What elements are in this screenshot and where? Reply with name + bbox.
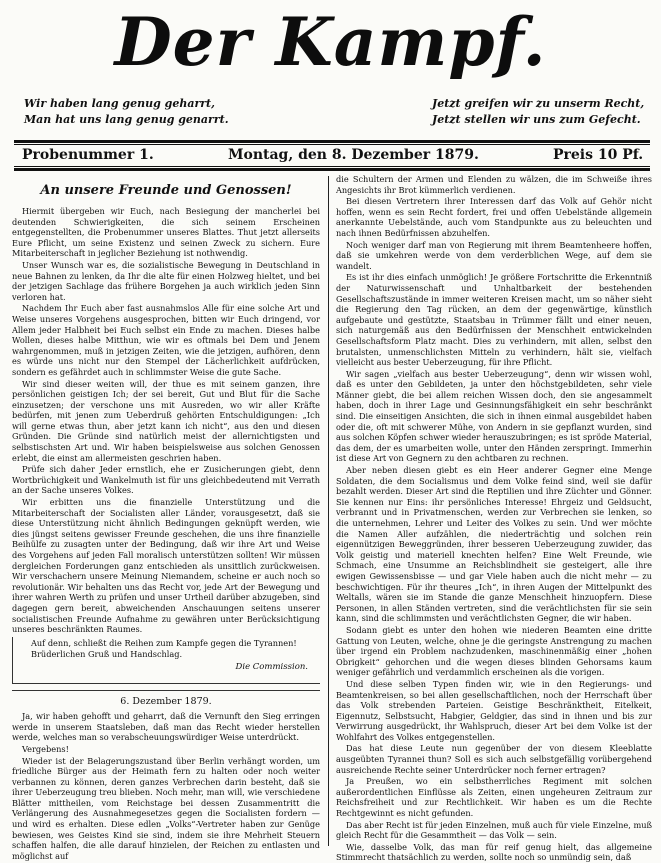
article-paragraph: Vergebens! xyxy=(22,743,69,754)
article-paragraph: Wie, dasselbe Volk, das man für reif genug hielt, das allgemeine Stimmrecht thatsächlich zu werden, sollte noch so unmündig sein, daß xyxy=(336,841,652,863)
motto-right xyxy=(432,96,644,128)
issue-price: Preis 10 Pf. xyxy=(553,147,644,163)
closing-call: Auf denn, schließt die Reihen zum Kampfe gegen die Tyrannen! xyxy=(31,637,297,648)
column-divider xyxy=(328,176,329,846)
article-paragraph: Wir erbitten uns die finanzielle Unterstützung und die Mitarbeiterschaft der Socialisten aller Länder, vorausgesetzt, daß sie diese Unterstützung nicht ähnlich Bedingungen geknüpft werden, wie dies jüngst seitens gewisser Freunde geschehen, die uns ihre finanzielle Beihülfe zu zusagten unter der Bedingung, daß wir ihre Art und Weise des Vorgehens auf jeden Fall moralisch unterstützen sollten! Wir müssen dergleichen Forderungen ganz entschieden als unsittlich zurückweisen. Wir verschachern unsere Meinung Niemandem, scheine er auch noch so revolutionär. Wir behalten uns das Recht vor, jede Art der Bewegung und ihrer wahren Werth zu prüfen und unser Urtheil darüber abzugeben, sind dagegen gern bereit, abweichenden Anschauungen seitens unserer socialistischen Freunde Aufnahme zu gewähren unter Berücksichtigung unseres beschränkten Raumes. xyxy=(12,497,320,635)
rule-bottom-thin xyxy=(14,166,650,167)
newspaper-title: Der Kampf. xyxy=(114,3,547,81)
article-paragraph: die Schultern der Armen und Elenden zu wälzen, die im Schweiße ihres Angesichts ihr Brot kümmerlich verdienen. xyxy=(336,174,652,195)
article-paragraph: Wir sagen „vielfach aus bester Ueberzeugung“, denn wir wissen wohl, daß es unter den Gebildeten, ja unter den höchstgebildeten, sehr viele Männer giebt, die bei allem reichen Wissen doch, den sie angesammelt haben, doch in ihrer Lage und Gesinnungsfähigkeit ein sehr beschränkt sind. Die einseitigen Ansichten, die sich in ihnen einmal ausgebildet haben oder die, oft mit schwerer Mühe, von Andern in sie gepflanzt wurden, sind aus solchen Köpfen schwer wieder herauszubringen; es ist spröde Material, das dem, der es umarbeiten wolle, unter den Händen zerspringt. Immerhin ist diese Art von Gegnern zu den achtbaren zu rechnen. xyxy=(336,368,652,464)
article-paragraph: Nachdem Ihr Euch aber fast ausnahmslos Alle für eine solche Art und Weise unseres Vorgehens ausgesprochen, bitten wir Euch dringend, vor Allem jeder Halbheit bei Euch selbst ein Ende zu machen. Dieses halbe Wollen, dieses halbe Mitthun, wie wir es oftmals bei Dem und Jenem wahrgenommen, muß in jetzigen Zeiten, wie die jetzigen, aufhören, denn es würde uns nicht nur den Stempel der Lächerlichkeit aufdrücken, sondern es gefährdet auch in schlimmster Weise die gute Sache. xyxy=(12,303,320,377)
dateline: 6. Dezember 1879. xyxy=(12,690,320,708)
issue-date: Montag, den 8. Dezember 1879. xyxy=(228,147,479,163)
motto-left-line-1: Wir haben lang genug geharrt, xyxy=(24,97,215,110)
article-paragraph: Unser Wunsch war es, die sozialistische Bewegung in Deutschland in neue Bahnen zu lenken, da Ihr die alte für einen Holzweg hieltet, und bei der jetzigen Sachlage das frühere Borgehen ja auch wirklich jeden Sinn verloren hat. xyxy=(12,259,320,302)
article-paragraph: Ja Preußen, wo ein selbstherrliches Regiment mit solchen außerordentlichen Einflüsse als Zeiten, einen ungeheuren Zeitraum zur Reichsfreiheit und zur Rechtlichkeit. Wir haben es um die Rechte Rechtgewinnt es nicht gefunden. xyxy=(336,776,652,819)
article-paragraph: Wir sind dieser weiten will, der thue es mit seinem ganzen, ihre persönlichen geistigen Ich; der sei bereit, Gut und Blut für die Sache einzusetzen; der verschone uns mit Ausreden, wo wir aller Kräfte bedürfen, mit jenen zum Ueberdruß gehörten Entschuldigungen: „Ich will gerne etwas thun, aber jetzt kann ich nicht“, aus den und diesen Gründen. Die Gründe sind natürlich meist der allernichtigsten und selbstischsten Art und. Wir haben beispielsweise aus solchen Genossen erlebt, die einst am allermeisten geschrien haben. xyxy=(12,378,320,463)
article-paragraph: Sodann giebt es unter den hohen wie niederen Beamten eine dritte Gattung von Leuten, welche, ohne je die geringste Anstrengung zu machen über irgend ein Problem nachzudenken, maschinenmäßig einer „hohen Obrigkeit“ gehorchen und die wegen dieses blinden Gehorsams kaum weniger gefährlich und verdammlich erscheinen als die vorigen. xyxy=(336,624,652,678)
article-paragraph: Prüfe sich daher Jeder ernstlich, ehe er Zusicherungen giebt, denn Wortbrüchigkeit und Wankelmuth ist für uns gleichbedeutend mit Verrath an der Sache unseres Volkes. xyxy=(12,464,320,496)
article-paragraph: Das hat diese Leute nun gegenüber der von diesem Kleeblatte ausgeübten Tyrannei thun? Soll es sich auch selbstgefällig vorübergehend ausreichende Rechte seiner Unterdrücker noch ferner ertragen? xyxy=(336,743,652,775)
signature: Die Commission. xyxy=(235,661,308,672)
rule-bottom-thick xyxy=(14,168,650,171)
article-paragraph: Ja, wir haben gehofft und geharrt, daß die Vernunft den Sieg erringen werde in unserem Staatsleben, daß man das Recht wieder herstellen werde, welches man so verabscheuungswürdiger Weise unterdrückt. xyxy=(12,711,320,743)
issue-number: Probenummer 1. xyxy=(22,147,154,163)
article-paragraph: Und diese selben Typen finden wir, wie in den Regierungs- und Beamtenkreisen, so bei allen gesellschaftlichen, noch der Herrschaft über das Volk strebenden Parteien. Geistige Beschränktheit, Eitelkeit, Eigennutz, Selbstsucht, Habgier, Geldgier, das sind in ihnen und bis zur Verwirrung ausgedrückt, ihr Wahlspruch, dieser Art bei dem Volke ist der Wohlfahrt des Volkes entgegenstellen. xyxy=(336,678,652,742)
rule-top-thick xyxy=(14,140,650,143)
article-paragraph: Hiermit übergeben wir Euch, nach Besiegung der mancherlei bei deutenden Schwierigkeiten, die sich seinem Erscheinen entgegenstellten, die Probenummer unseres Blattes. Thut jetzt allerseits Eure Pflicht, um seine Existenz und seinen Zweck zu sichern. Eure Mitarbeiterschaft in jeglicher Beziehung ist nothwendig. xyxy=(12,206,320,259)
closing-greeting: Brüderlichen Gruß und Handschlag. xyxy=(31,649,183,660)
article-paragraph: Aber neben diesen giebt es ein Heer anderer Gegner eine Menge Soldaten, die dem Socialismus und dem Volke feind sind, weil sie dafür bezahlt werden. Dieser Art sind die Reptilien und ihre Züchter und Gönner. Sie kennen nur Eins: ihr persönliches Interesse! Ehrgeiz und Geldsucht, verbrannt und in Privatmenschen, werden zur Verbrechen sie lenken, so die unternehmen, Lehrer und Leiter des Volkes zu sein. Und wer möchte die Namen Aller aufzählen, die niederträchtig und solchen rein eigennützigen Beweggründen, ihrer besseren Ueberzeugung zuwider, das Volk geistig und materiell knechten helfen? Eine Welt Freunde, wie Schmach, eine Unsumme an Reichsblindheit sie gesteigert, alle ihre ewigen Gewissensbisse — und gar Viele haben auch die nicht mehr — zu beschwichtigen. Für ihr theures „Ich“, in ihren Augen der Mittelpunkt des Weltalls, wären sie im Stande die ganze Menschheit hinzuopfern. Diese Personen, in allen Ständen vertreten, sind die verächtlichsten für sie sein kann, sind die schlimmsten und verächtlichsten Gegner, die wir haben. xyxy=(336,465,652,624)
motto-right-line-1: Jetzt greifen wir zu unserm Recht, xyxy=(432,97,645,110)
article-paragraph: Noch weniger darf man von Regierung mit ihrem Beamtenheere hoffen, daß sie umkehren werde von dem verderblichen Wege, auf dem sie wandelt. xyxy=(336,239,652,271)
article-paragraph: Bei diesen Vertretern ihrer Interessen darf das Volk auf Gehör nicht hoffen, wenn es sein Recht fordert, frei und offen Uebelstände allgemein anerkannte Uebelstände, auch vom Standpunkte aus zu beleuchten und nach ihnen Bedürfnissen abzuhelfen. xyxy=(336,196,652,238)
article-paragraph: Wieder ist der Belagerungszustand über Berlin verhängt worden, um friedliche Bürger aus der Heimath fern zu halten oder noch weiter verbannen zu können, deren ganzes Verbrechen darin besteht, daß sie ihrer Ueberzeugung treu blieben. Noch mehr, man will, wie verschiedene Blätter mittheilen, vom Reichstage bei dessen Zusammentritt die Verlängerung des Ausnahmegesetzes gegen die Socialisten fordern — und wird es erhalten. Diese edlen „Volks“-Vertreter haben zur Genüge bewiesen, wes Geistes Kind sie sind, indem sie ihre Mehrheit Steuern schaffen halfen, die alle darauf hinzielen, der Reichen zu entlasten und möglichst auf xyxy=(12,755,320,861)
article-paragraph: Es ist ihr dies einfach unmöglich! Je größere Fortschritte die Erkenntniß der Naturwissenschaft und Unhaltbarkeit der bestehenden Gesellschaftszustände in immer weiteren Kreisen macht, um so näher sieht die Regierung den Tag rücken, an dem der gegenwärtige, künstlich aufgebaute und gestützte, Staatsbau in Trümmer fällt und einer neuen, sich naturgemäß aus den Bedürfnissen der Menschheit entwickelnden Gesellschaftsform Platz macht. Dies zu verhindern, mit allen, selbst den brutalsten, unmenschlichsten Mitteln zu verhindern, hält sie, vielfach vielleicht aus bester Ueberzeugung, für ihre Pflicht. xyxy=(336,272,652,368)
closing-call-box xyxy=(12,637,320,684)
motto-left xyxy=(24,96,229,128)
article-headline: An unsere Freunde und Genossen! xyxy=(40,183,292,198)
motto-right-line-2: Jetzt stellen wir uns zum Gefecht. xyxy=(432,113,641,126)
article-paragraph: Das aber Recht ist für jeden Einzelnen, muß auch für viele Einzelne, muß gleich Recht für die Gesammtheit — das Volk — sein. xyxy=(336,819,652,841)
right-column xyxy=(336,174,652,863)
motto-left-line-2: Man hat uns lang genug genarrt. xyxy=(24,113,229,126)
left-column xyxy=(12,174,320,861)
